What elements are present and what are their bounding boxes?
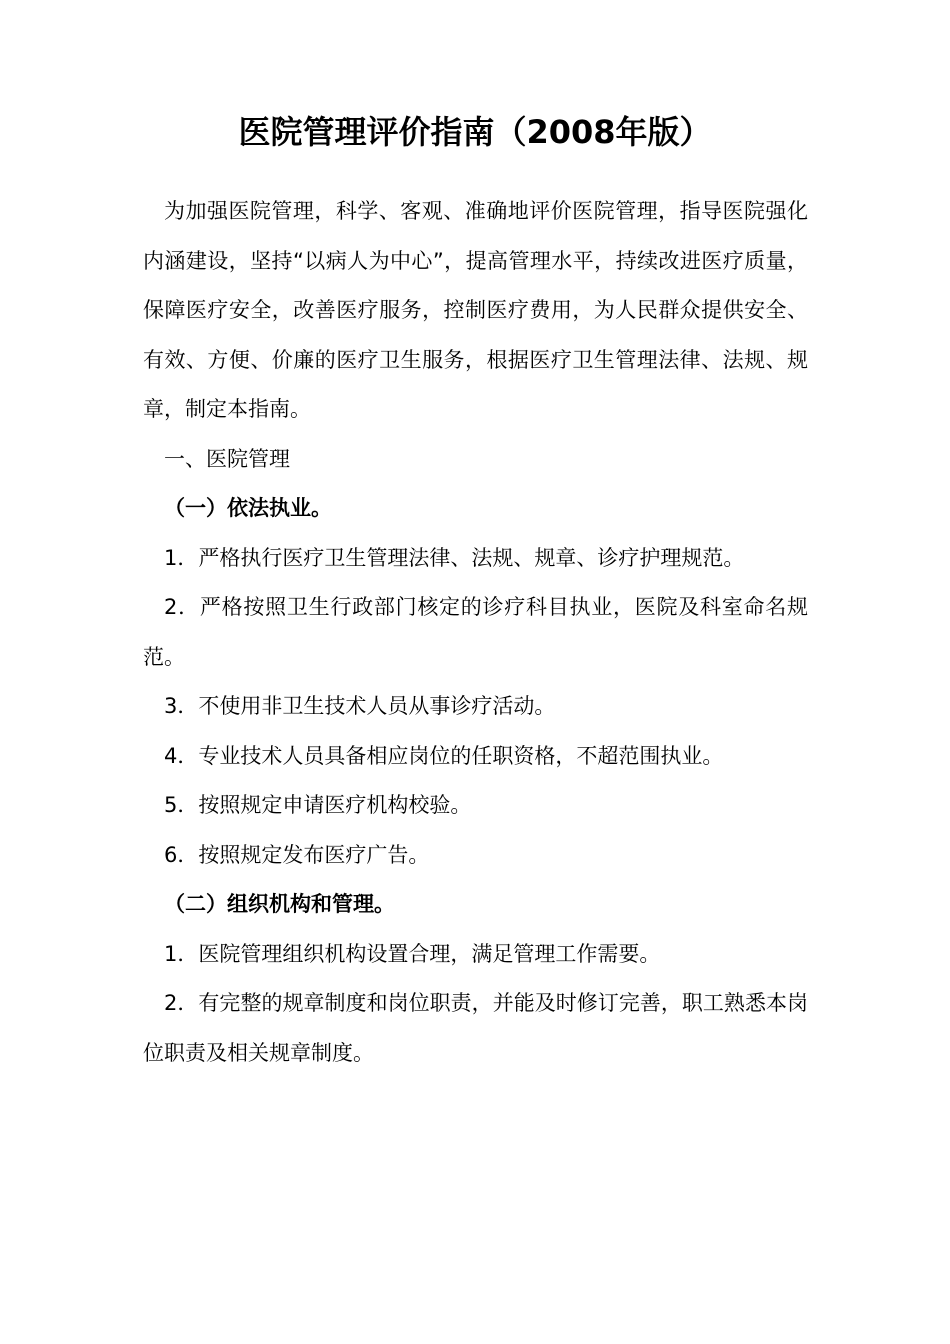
list-item: 1．医院管理组织机构设置合理，满足管理工作需要。 — [164, 941, 661, 966]
list-item: 1．严格执行医疗卫生管理法律、法规、规章、诊疗护理规范。 — [164, 545, 745, 570]
list-item: 4．专业技术人员具备相应岗位的任职资格，不超范围执业。 — [164, 743, 724, 768]
document-body — [143, 187, 808, 1078]
list-item: 5．按照规定申请医疗机构校验。 — [164, 793, 472, 817]
section-heading-hospital-management: 一、医院管理 — [164, 446, 290, 471]
list-item: 3．不使用非卫生技术人员从事诊疗活动。 — [164, 694, 556, 718]
intro-paragraph: 为加强医院管理，科学、客观、准确地评价医院管理，指导医院强化内涵建设，坚持“以病人为中心”，提高管理水平，持续改进医疗质量，保障医疗安全，改善医疗服务，控制医疗费用，为人民群众提供安全、有效、方便、价廉的医疗卫生服务，根据医疗卫生管理法律、法规、规章，制定本指南。 — [143, 199, 808, 421]
list-item: 2．有完整的规章制度和岗位职责，并能及时修订完善，职工熟悉本岗位职责及相关规章制度。 — [143, 991, 808, 1065]
list-item: 6．按照规定发布医疗广告。 — [164, 842, 430, 867]
subsection-heading-lawful-practice: （一）依法执业。 — [164, 496, 332, 520]
document-title: 医院管理评价指南（2008年版） — [238, 113, 712, 151]
subsection-heading-organization: （二）组织机构和管理。 — [164, 892, 395, 916]
list-item: 2．严格按照卫生行政部门核定的诊疗科目执业，医院及科室命名规范。 — [143, 595, 808, 669]
